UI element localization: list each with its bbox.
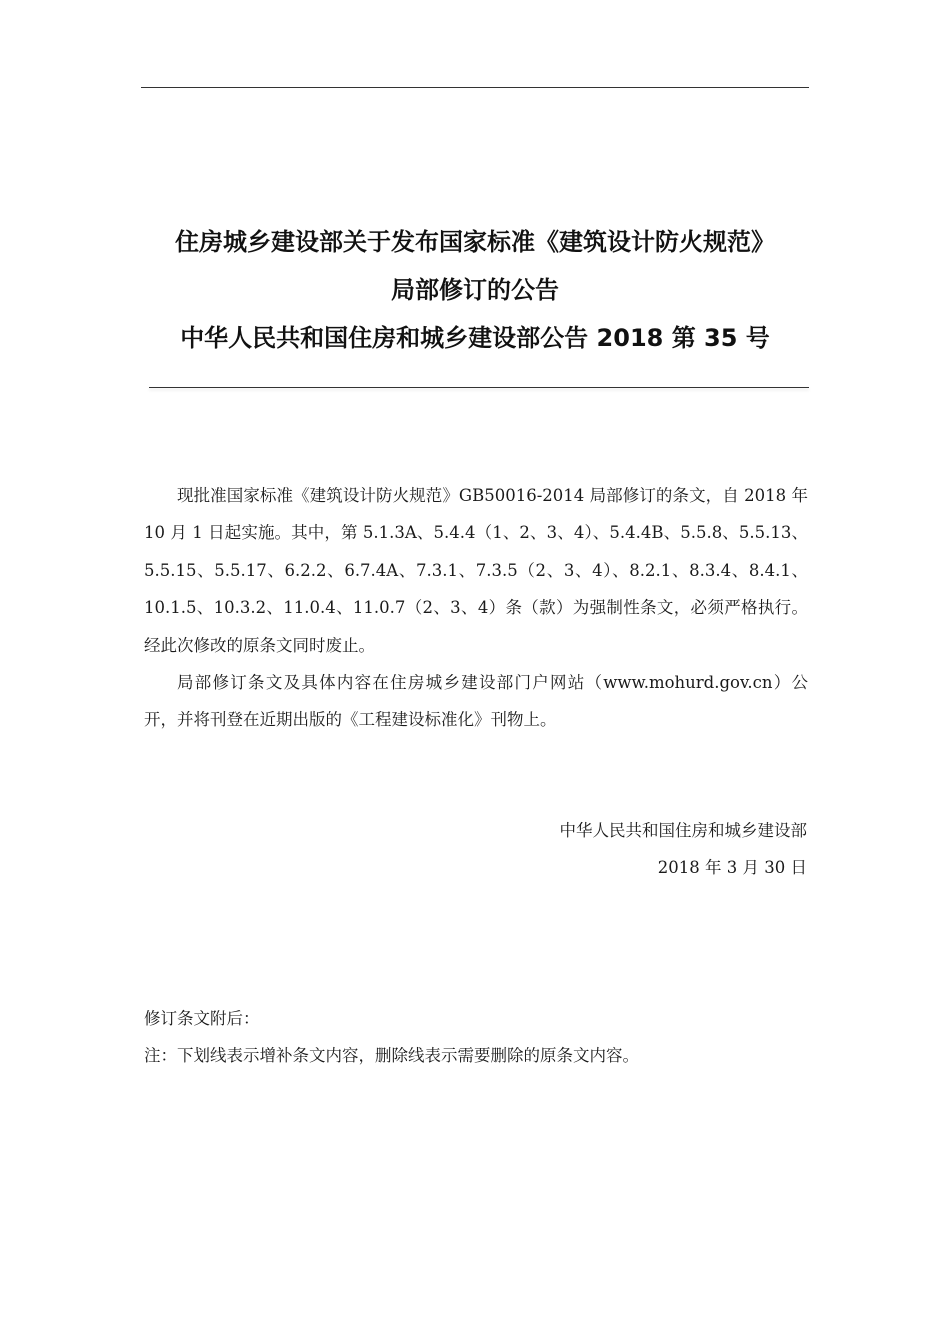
body-paragraph-1: 现批准国家标准《建筑设计防火规范》GB50016-2014 局部修订的条文，自 2018 年 10 月 1 日起实施。其中，第 5.1.3A、5.4.4（1、2、3、4）、5.4.4B、5.5.8、5.5.13、5.5.15、5.5.17、6.2.2、6.7.4A、7.3.1、7.3.5（2、3、4）、8.2.1、8.3.4、8.4.1、10.1.5、10.3.2、11.0.4、11.0.7（2、3、4）条（款）为强制性条文，必须严格执行。经此次修改的原条文同时废止。 [144, 486, 808, 655]
signature-block [560, 812, 808, 887]
appendix-heading: 修订条文附后： [144, 1009, 260, 1028]
announcement-title [141, 218, 809, 362]
header-rule [141, 87, 809, 88]
appendix-note: 注：下划线表示增补条文内容，删除线表示需要删除的原条文内容。 [144, 1046, 639, 1066]
announcement-body [144, 477, 808, 739]
title-line-2: 局部修订的公告 [391, 276, 559, 304]
appendix-block [144, 1000, 808, 1075]
title-divider [149, 387, 809, 388]
title-line-1: 住房城乡建设部关于发布国家标准《建筑设计防火规范》 [175, 228, 775, 256]
body-paragraph-2: 局部修订条文及具体内容在住房城乡建设部门户网站（www.mohurd.gov.cn）公开，并将刊登在近期出版的《工程建设标准化》刊物上。 [144, 673, 808, 730]
issuer-name: 中华人民共和国住房和城乡建设部 [559, 821, 807, 840]
issue-date: 2018 年 3 月 30 日 [657, 858, 807, 878]
title-line-3: 中华人民共和国住房和城乡建设部公告 2018 第 35 号 [180, 324, 770, 352]
